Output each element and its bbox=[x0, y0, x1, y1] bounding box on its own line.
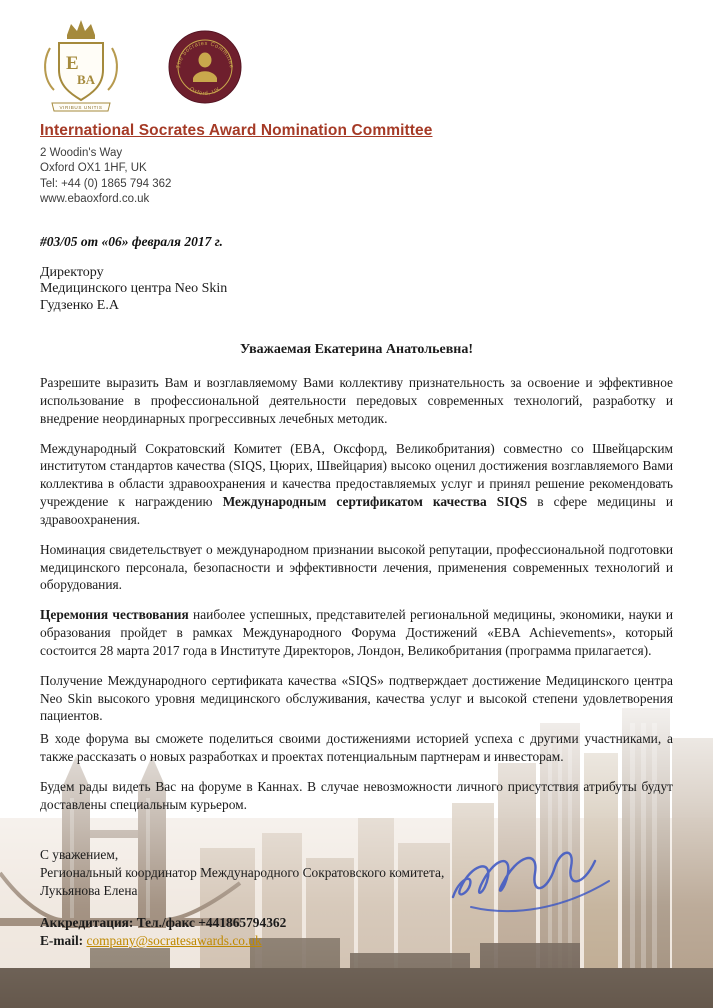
paragraph-text: Международный Сократовский Комитет (EBA, Оксфорд, Великобритания) совместно со Швейцарским институтом стандартов качества (SIQS, Цюрих, Швейцария) высоко оценил достижения возглавляемого Вами коллектива в области здравоохранения и качества предоставляемых услуг и принял решение рекомендовать учреждение к награждению bbox=[40, 440, 673, 510]
address-line-street: 2 Woodin's Way bbox=[40, 147, 123, 159]
body-paragraph-7: Будем рады видеть Вас на форуме в Каннах. В случае невозможности личного присутствия атрибуты будут доставлены специальным курьером. bbox=[40, 778, 673, 812]
closing-role: Региональный координатор Международного Сократовского комитета, bbox=[40, 864, 445, 880]
body-paragraph-5: Получение Международного сертификата качества «SIQS» подтверждает достижение Медицинского центра Neo Skin высокого уровня медицинского обслуживания, качества услуг и высокой степени удовлетворения пациентов. bbox=[40, 672, 673, 724]
recipient-title: Директору bbox=[40, 264, 104, 280]
paragraph-text: наиболее успешных, представителей региональной медицины, экономики, науки и образования пройдет в рамках Международного Форума Достижений «EBA Achievements», который состоится 28 марта 2017 года в Институте Директоров, Лондон, Великобритания (программа прилагается). bbox=[40, 607, 673, 658]
eba-letters-ba: BA bbox=[77, 72, 96, 87]
address-line-city: Oxford OX1 1HF, UK bbox=[40, 162, 147, 175]
salutation: Уважаемая Екатерина Анатольевна! bbox=[240, 342, 473, 358]
body-paragraph-6: В ходе форума вы сможете поделиться своими достижениями историей успеха с другими участниками, а также рассказать о новых разработках и проектах потенциальным партнерам и инвесторам. bbox=[40, 731, 673, 765]
socrates-bust-icon bbox=[199, 53, 212, 68]
org-website: www.ebaoxford.co.uk bbox=[40, 193, 150, 206]
socrates-logo-arc-bottom: Oxford, UK bbox=[188, 86, 222, 98]
eba-crest-logo bbox=[40, 18, 122, 114]
eba-letter-e: E bbox=[66, 53, 79, 74]
body-paragraph-3: Номинация свидетельствует о международном признании высокой репутации, профессиональной подготовки медицинского персонала, безопасности и эффективности лечения, применения современных технологий и оборудования. bbox=[40, 541, 673, 593]
body-paragraph-2 bbox=[40, 440, 673, 529]
recipient-organization: Медицинского центра Neo Skin bbox=[40, 281, 228, 297]
crown-icon bbox=[67, 20, 95, 35]
email-link[interactable]: company@socratesawards.co.uk bbox=[86, 932, 262, 948]
org-title: International Socrates Award Nomination Committee bbox=[40, 122, 433, 139]
email-label: E-mail: bbox=[40, 932, 87, 948]
org-address bbox=[40, 146, 673, 208]
paragraph-text: в сфере медицины и здравоохранения. bbox=[40, 494, 673, 527]
reference-line: #03/05 от «06» февраля 2017 г. bbox=[40, 233, 223, 249]
closing-block bbox=[40, 846, 673, 900]
email-line bbox=[40, 933, 673, 949]
accreditation-line: Аккредитация: Тел./факс +441865794362 bbox=[40, 914, 287, 930]
header-logos bbox=[40, 14, 673, 114]
body-paragraph-1: Разрешите выразить Вам и возглавляемому Вами коллективу признательность за освоение и эффективное использование в профессиональной деятельности передовых современных технологий, разработку и внедрение неординарных прогрессивных лечебных методик. bbox=[40, 375, 673, 426]
socrates-committee-logo bbox=[168, 30, 242, 104]
closing-regards: С уважением, bbox=[40, 846, 119, 862]
paragraph-bold-text: Церемония чествования bbox=[40, 607, 189, 623]
recipient-block bbox=[40, 265, 673, 315]
address-line-phone: Tel: +44 (0) 1865 794 362 bbox=[40, 177, 172, 190]
closing-name: Лукьянова Елена bbox=[40, 882, 138, 898]
recipient-name: Гудзенко Е.А bbox=[40, 297, 119, 313]
socrates-logo-arc-top: The Socrates Committee bbox=[175, 40, 235, 69]
body-paragraph-4 bbox=[40, 606, 673, 659]
eba-motto: VIRIBUS UNITIS bbox=[59, 105, 103, 110]
paragraph-bold-text: Международным сертификатом качества SIQS bbox=[222, 494, 528, 510]
